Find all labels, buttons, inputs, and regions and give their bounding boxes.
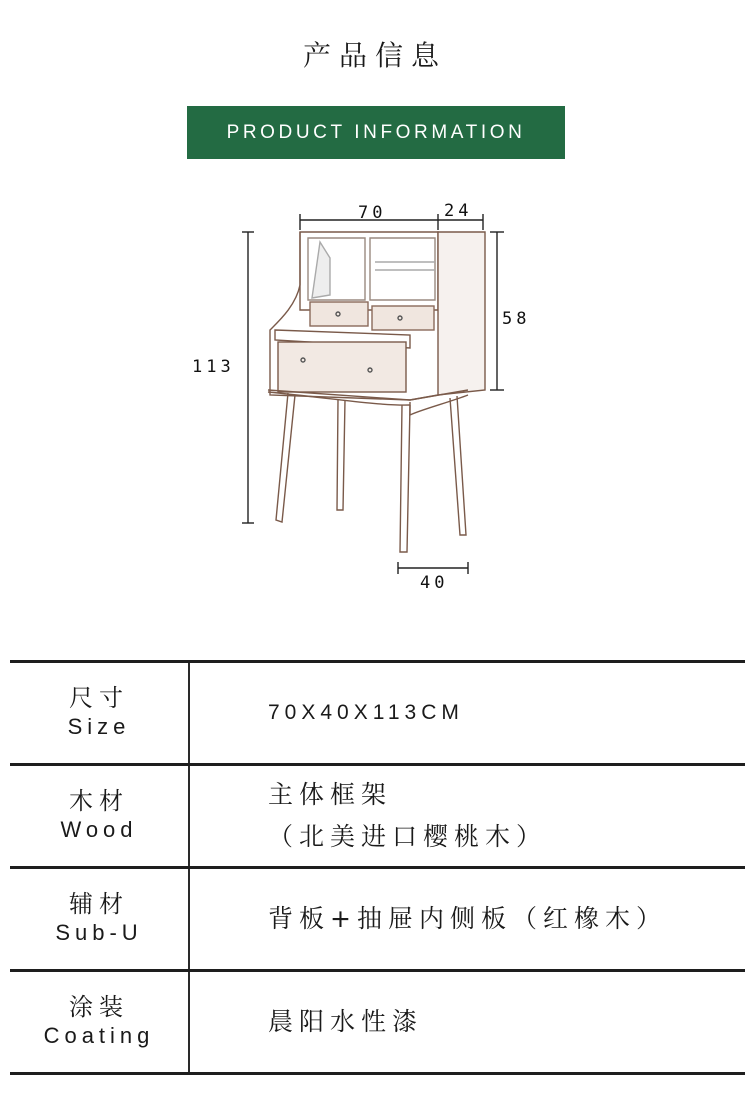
side-depth-dimension-label: 24 bbox=[444, 201, 473, 221]
spec-value-line: 晨阳水性漆 bbox=[268, 1006, 424, 1036]
spec-value-line: 70X40X113CM bbox=[268, 701, 464, 725]
width-dimension-label: 70 bbox=[358, 203, 387, 223]
spec-label-en: Coating bbox=[43, 1023, 155, 1049]
spec-label-en: Sub-U bbox=[55, 920, 143, 946]
spec-value bbox=[268, 972, 745, 1072]
upper-height-dimension-label: 58 bbox=[502, 309, 531, 329]
spec-table bbox=[10, 660, 745, 1075]
spec-row-size bbox=[10, 660, 745, 763]
spec-row-wood bbox=[10, 763, 745, 866]
spec-row-coating bbox=[10, 969, 745, 1075]
desk-drawing bbox=[0, 190, 750, 600]
spec-label-cn: 木材 bbox=[69, 787, 129, 816]
spec-label-cn: 辅材 bbox=[69, 890, 129, 919]
spec-label bbox=[10, 766, 190, 866]
depth-dimension-label: 40 bbox=[420, 573, 449, 593]
spec-row-sub-material bbox=[10, 866, 745, 969]
product-dimension-diagram bbox=[0, 190, 750, 600]
spec-label bbox=[10, 869, 190, 969]
spec-value-line: 背板+抽屉内侧板（红橡木） bbox=[268, 903, 667, 933]
height-dimension-label: 113 bbox=[192, 357, 235, 377]
spec-label bbox=[10, 663, 190, 763]
page-title: 产品信息 bbox=[302, 39, 447, 72]
spec-value bbox=[268, 869, 745, 969]
spec-value bbox=[268, 766, 745, 866]
section-banner: PRODUCT INFORMATION bbox=[187, 106, 565, 159]
spec-value bbox=[268, 663, 745, 763]
spec-label-en: Wood bbox=[60, 817, 138, 843]
spec-value-line: （北美进口樱桃木） bbox=[268, 822, 548, 851]
spec-value-line: 主体框架 bbox=[268, 779, 393, 809]
spec-label-cn: 涂装 bbox=[69, 993, 129, 1022]
spec-label-cn: 尺寸 bbox=[69, 684, 129, 713]
spec-label-en: Size bbox=[67, 714, 131, 740]
spec-label bbox=[10, 972, 190, 1072]
